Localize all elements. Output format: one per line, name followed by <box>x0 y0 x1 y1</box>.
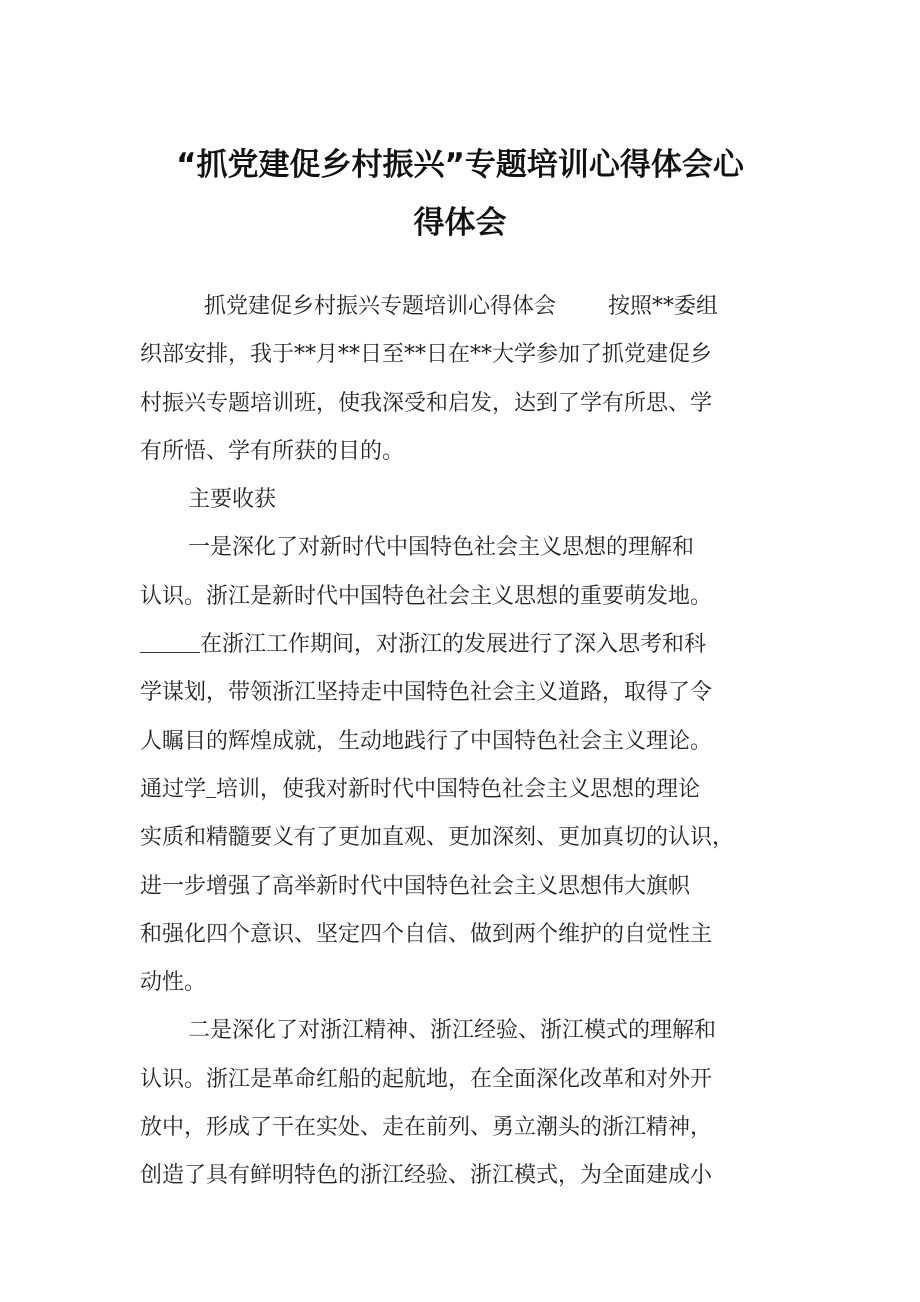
underscore-mark <box>206 775 216 798</box>
section-heading: 主要收获 <box>188 487 277 513</box>
document-body <box>140 283 780 1201</box>
paragraph-1-line-2: 织部安排，我于**月**日至**日在**大学参加了抓党建促乡 <box>140 342 713 368</box>
blank-underline <box>140 630 200 653</box>
paragraph-2-line-10: 动性。 <box>140 970 207 996</box>
paragraph-2-line-2: 认识。浙江是新时代中国特色社会主义思想的重要萌发地。 <box>140 583 713 609</box>
paragraph-3-line-3: 放中，形成了干在实处、走在前列、勇立潮头的浙江精神， <box>140 1115 713 1141</box>
paragraph-2-line-3-text: 在浙江工作期间，对浙江的发展进行了深入思考和科 <box>200 632 707 658</box>
paragraph-2-line-6-start: 通过学 <box>140 776 207 802</box>
document-title-line-1: “抓党建促乡村振兴”专题培训心得体会心 <box>176 147 744 183</box>
paragraph-2-line-7: 实质和精髓要义有了更加直观、更加深刻、更加真切的认识， <box>140 825 735 851</box>
paragraph-3-line-2: 认识。浙江是革命红船的起航地，在全面深化改革和对外开 <box>140 1066 713 1092</box>
paragraph-2-line-1: 一是深化了对新时代中国特色社会主义思想的理解和 <box>188 535 695 561</box>
paragraph-3-line-1: 二是深化了对浙江精神、浙江经验、浙江模式的理解和 <box>188 1018 717 1044</box>
intro-text-start: 按照**委组 <box>608 294 719 319</box>
paragraph-1-line-3: 村振兴专题培训班，使我深受和启发，达到了学有所思、学 <box>140 390 713 416</box>
document-title-line-2: 得体会 <box>413 205 507 241</box>
intro-subtitle: 抓党建促乡村振兴专题培训心得体会 <box>204 294 557 319</box>
paragraph-1-line-1 <box>140 283 780 331</box>
paragraph-2-line-6 <box>140 766 780 814</box>
paragraph-3-line-4: 创造了具有鲜明特色的浙江经验、浙江模式，为全面建成小 <box>140 1163 713 1189</box>
paragraph-2-line-6-rest: 培训，使我对新时代中国特色社会主义思想的理论 <box>216 776 701 802</box>
paragraph-2-line-4: 学谋划，带领浙江坚持走中国特色社会主义道路，取得了令 <box>140 680 713 706</box>
paragraph-2-line-5: 人瞩目的辉煌成就，生动地践行了中国特色社会主义理论。 <box>140 728 713 754</box>
paragraph-1-line-4: 有所悟、学有所获的目的。 <box>140 438 405 464</box>
paragraph-2-line-8: 进一步增强了高举新时代中国特色社会主义思想伟大旗帜 <box>140 873 691 899</box>
paragraph-2-line-3 <box>140 621 780 669</box>
paragraph-2-line-9: 和强化四个意识、坚定四个自信、做到两个维护的自觉性主 <box>140 921 713 947</box>
